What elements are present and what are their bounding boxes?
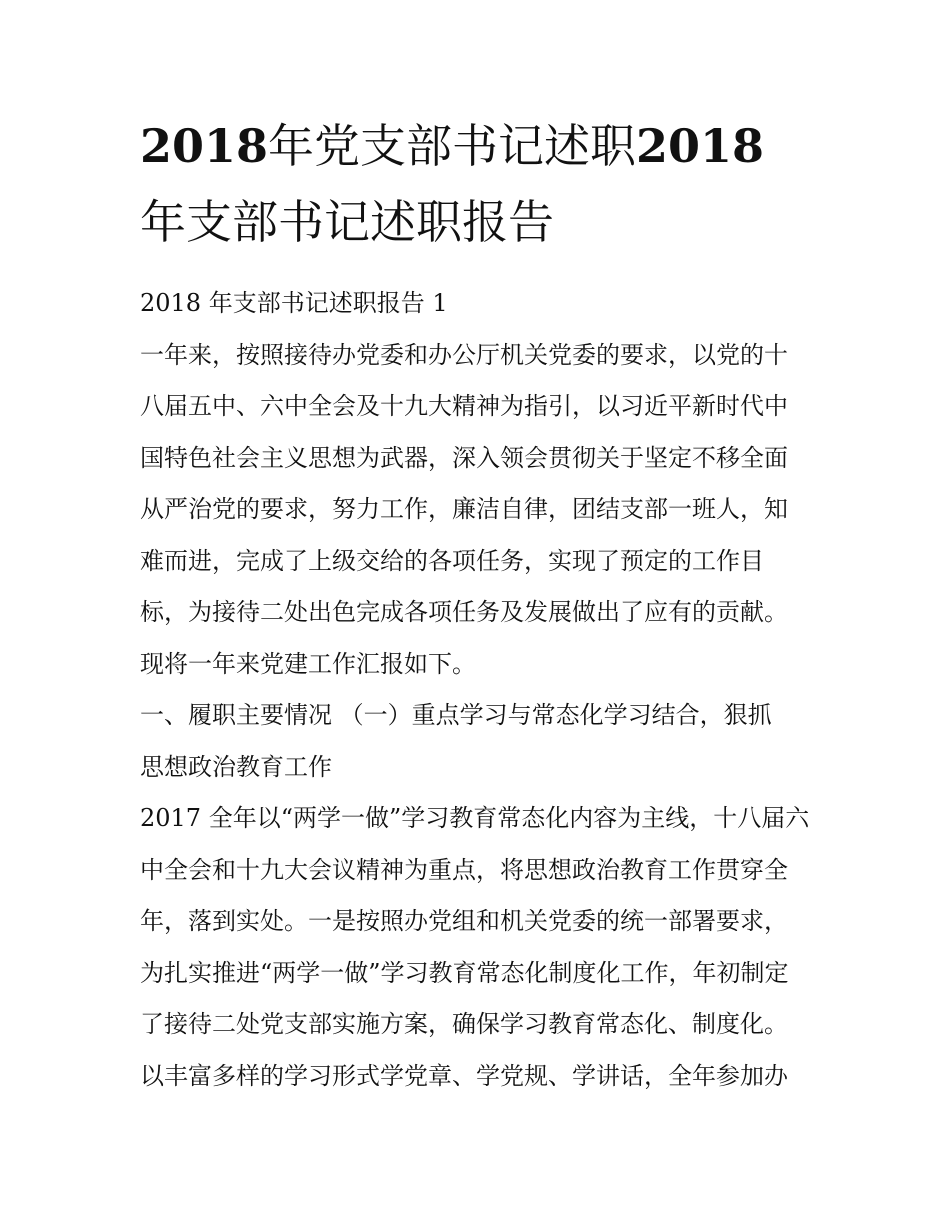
section-heading-line: 一、履职主要情况 （一）重点学习与常态化学习结合，狠抓	[140, 701, 772, 729]
body-line: 了接待二处党支部实施方案，确保学习教育常态化、制度化。	[140, 1010, 788, 1038]
body-line: 国特色社会主义思想为武器，深入领会贯彻关于坚定不移全面	[140, 443, 788, 472]
title-text-1: 年党支部书记述职	[268, 119, 637, 173]
body-line: 一年来，按照接待办党委和办公厅机关党委的要求，以党的十	[140, 340, 788, 369]
document-title	[140, 108, 820, 260]
subtitle-line: 2018 年支部书记述职报告 1	[140, 289, 448, 317]
body-line: 标，为接待二处出色完成各项任务及发展做出了应有的贡献。	[140, 598, 788, 626]
section-heading-line: 思想政治教育工作	[140, 752, 332, 781]
body-line: 难而进，完成了上级交给的各项任务，实现了预定的工作目	[140, 546, 764, 575]
body-line: 现将一年来党建工作汇报如下。	[140, 649, 476, 678]
body-line: 以丰富多样的学习形式学党章、学党规、学讲话，全年参加办	[140, 1061, 788, 1090]
document-body	[140, 278, 820, 1102]
body-line: 2017 全年以“两学一做”学习教育常态化内容为主线，十八届六	[140, 804, 810, 832]
body-line: 中全会和十九大会议精神为重点，将思想政治教育工作贯穿全	[140, 855, 788, 884]
title-text-2: 年支部书记述职报告	[140, 195, 554, 249]
body-line: 年，落到实处。一是按照办党组和机关党委的统一部署要求，	[140, 907, 788, 935]
title-year-2: 2018	[636, 119, 765, 173]
body-line: 为扎实推进“两学一做”学习教育常态化制度化工作，年初制定	[140, 958, 789, 987]
body-line: 八届五中、六中全会及十九大精神为指引，以习近平新时代中	[140, 392, 788, 420]
body-line: 从严治党的要求，努力工作，廉洁自律，团结支部一班人，知	[140, 495, 788, 523]
title-year-1: 2018	[140, 119, 269, 173]
